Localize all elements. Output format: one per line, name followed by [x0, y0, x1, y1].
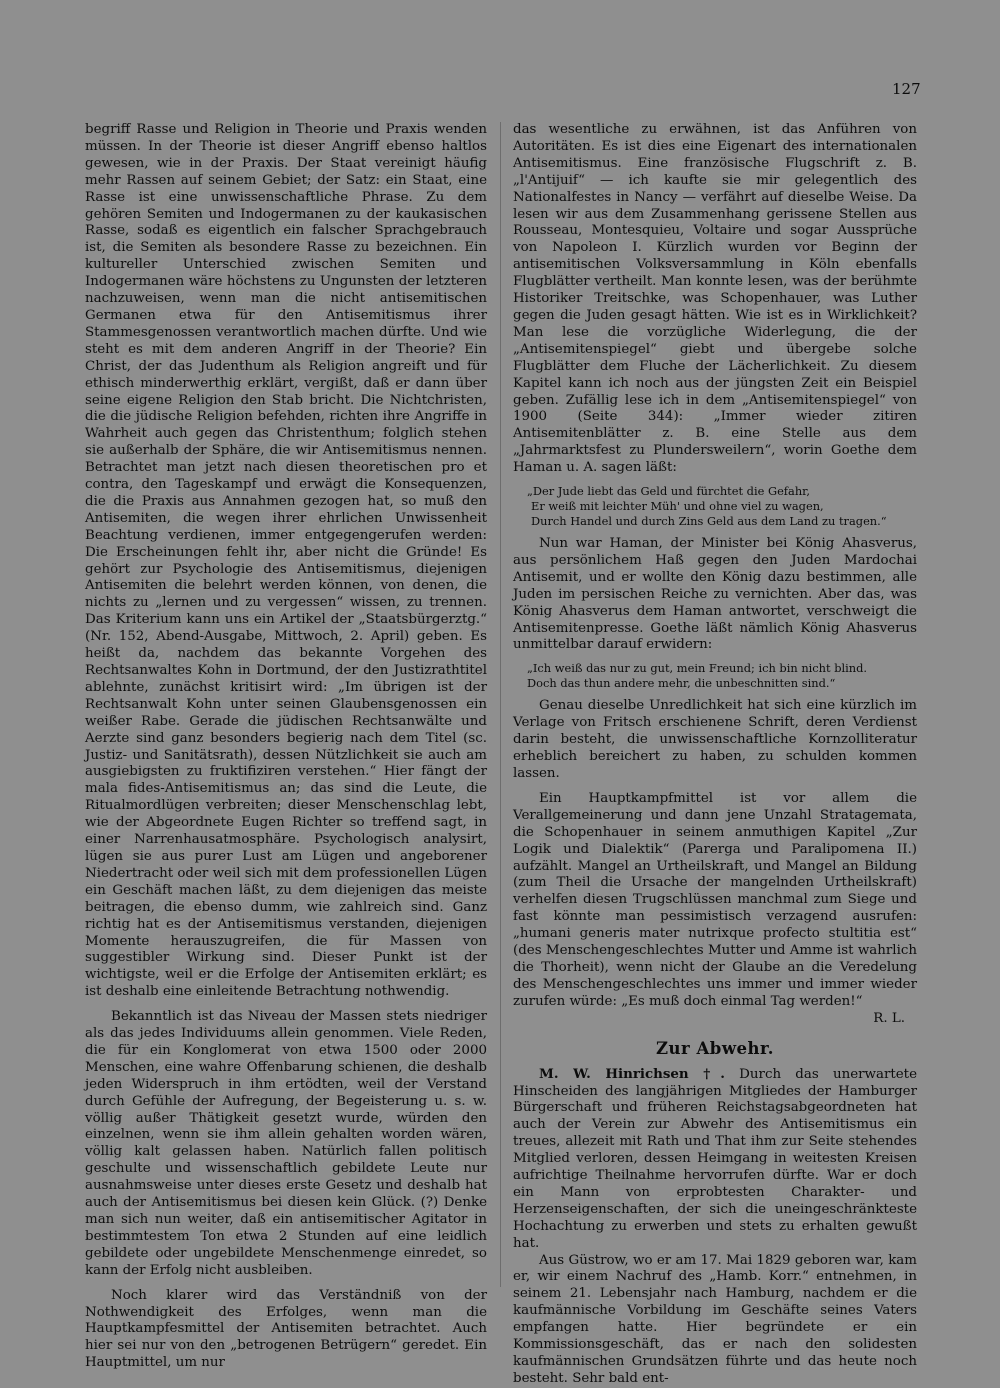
right-paragraph-4	[513, 790, 917, 1026]
quote-line: Durch Handel und durch Zins Geld aus dem Land zu tragen.“	[531, 514, 887, 529]
obituary-name: M. W. Hinrichsen †.	[539, 1065, 725, 1082]
quote-line: „Der Jude liebt das Geld und fürchtet die Gefahr,	[527, 484, 810, 499]
quote-line: Er weiß mit leichter Müh' und ohne viel zu wagen,	[531, 499, 824, 514]
quote-line: „Ich weiß das nur zu gut, mein Freund; ich bin nicht blind.	[527, 661, 868, 676]
left-paragraph-1: begriff Rasse und Religion in Theorie und Praxis wenden müssen. In der Theorie ist dieser Angriff ebenso haltlos gewesen, wie in der Praxis. Der Staat vereinigt häufig mehr Rassen auf seinem Gebiet; der Satz: ein Staat, eine Rasse ist eine unwissenschaftliche Phrase. Zu dem gehören Semiten und Indogermanen zu der kaukasischen Rasse, sodaß es eigentlich ein falscher Sprachgebrauch ist, die Semiten als besondere Rasse zu bezeichnen. Ein kultureller Unterschied zwischen Semiten und Indogermanen wäre höchstens zu Ungunsten der letzteren nachzuweisen, wenn man die nicht antisemitischen Germanen etwa für den Antisemitismus ihrer Stammesgenossen verantwortlich machen dürfte. Und wie steht es mit dem anderen Angriff in der Theorie? Ein Christ, der das Judenthum als Religion angreift und für ethisch minderwerthig erklärt, vergißt, daß er dann über seine eigene Religion den Stab bricht. Die Nichtchristen, die die jüdische Religion befehden, richten ihre Angriffe in Wahrheit auch gegen das Christenthum; folglich stehen sie außerhalb der Sphäre, die wir Antisemitismus nennen. Betrachtet man jetzt nach diesen theoretischen pro et contra, den Tageskampf und erwägt die Konsequenzen, die die Praxis aus Annahmen gezogen hat, so muß den Antisemiten, die wegen ihrer ehrlichen Unwissenheit Beachtung verdienen, immer entgegengerufen werden: Die Erscheinungen fehlt ihr, aber nicht die Gründe! Es gehört zur Psychologie des Antisemitismus, diejenigen Antisemiten die belehrt werden können, von denen, die nichts zu „lernen und zu vergessen“ wissen, zu trennen. Das Kriterium kann uns ein Artikel der „Staatsbürgerztg.“ (Nr. 152, Abend-Ausgabe, Mittwoch, 2. April) geben. Es heißt da, nachdem das bekannte Vorgehen des Rechtsanwaltes Kohn in Dortmund, der den Justizrathtitel ablehnte, zunächst kritisirt wird: „Im übrigen ist der Rechtsanwalt Kohn unter seinen Glaubensgenossen ein weißer Rabe. Gerade die jüdischen Rechtsanwälte und Aerzte sind ganz besonders begierig nach dem Titel (sc. Justiz- und Sanitätsrath), dessen Nützlichkeit sie auch am ausgiebigsten zu fruktifiziren verstehen.“ Hier fängt der mala fides-Antisemitismus an; das sind die Leute, die Ritualmordlügen verbreiten; dieser Menschenschlag lebt, wie der Abgeordnete Eugen Richter so treffend sagt, in einer Narrenhausatmosphäre. Psychologisch analysirt, lügen sie aus purer Lust am Lügen und angeborener Niedertracht oder weil sich mit dem professionellen Lügen ein Geschäft machen läßt, zu dem diejenigen das meiste beitragen, die ebenso dumm, wie zahlreich sind. Ganz richtig hat es der Antisemitismus verstanden, diejenigen Momente herauszugreifen, die für Massen von suggestibler Wirkung sind. Dieser Punkt ist der wichtigste, weil er die Erfolge der Antisemiten erklärt; es ist deshalb eine einleitende Betrachtung nothwendig.	[85, 122, 487, 1000]
obituary-text: Durch das unerwartete Hinscheiden des langjährigen Mitgliedes der Hamburger Bürgerschaft und früheren Reichstagsabgeordneten hat auch der Verein zur Abwehr des Antisemitismus ein treues, allezeit mit Rath und That ihm zur Seite stehendes Mitglied verloren, dessen Heimgang in weitesten Kreisen aufrichtige Theilnahme hervorrufen dürfte. War er doch ein Mann von erprobtesten Charakter- und Herzenseigenschaften, der sich die uneingeschränkteste Hochachtung zu erwerben und stets zu erhalten gewußt hat.	[513, 1066, 917, 1251]
left-paragraph-3: Noch klarer wird das Verständniß von der Nothwendigkeit des Erfolges, wenn man die Hauptkampfesmittel der Antisemiten betrachtet. Auch hier sei nur von den „betrogenen Betrügern“ geredet. Ein Hauptmittel, um nur	[85, 1287, 487, 1371]
right-paragraph-1: das wesentliche zu erwähnen, ist das Anführen von Autoritäten. Es ist dies eine Eigenart des internationalen Antisemitismus. Eine französische Flugschrift z. B. „l'Antijuif“ — ich kaufte sie mir gelegentlich des Nationalfestes in Nancy — verfährt auf dieselbe Weise. Da lesen wir aus dem Zusammenhang gerissene Stellen aus Rousseau, Montesquieu, Voltaire und sogar Aussprüche von Napoleon I. Kürzlich wurden vor Beginn der antisemitischen Volksversammlung in Köln ebenfalls Flugblätter vertheilt. Man konnte lesen, was der berühmte Historiker Treitschke, was Schopenhauer, was Luther gegen die Juden gesagt hätten. Wie ist es in Wirklichkeit? Man lese die vorzügliche Widerlegung, die der „Antisemitenspiegel“ giebt und übergebe solche Flugblätter dem Fluche der Lächerlichkeit. Zu diesem Kapitel kann ich noch aus der jüngsten Zeit ein Beispiel geben. Zufällig lese ich in dem „Antisemitenspiegel“ von 1900 (Seite 344): „Immer wieder zitiren Antisemitenblätter z. B. eine Stelle aus dem „Jahrmarktsfest zu Plundersweilern“, worin Goethe dem Haman u. A. sagen läßt:	[513, 122, 917, 476]
right-column	[513, 122, 917, 1388]
section-heading: Zur Abwehr.	[656, 1038, 774, 1058]
obituary-paragraph-2: Aus Güstrow, wo er am 17. Mai 1829 geboren war, kam er, wir einem Nachruf des „Hamb. Korr.“ entnehmen, in seinem 21. Lebensjahr nach Hamburg, nachdem er die kaufmännische Vorbildung im Geschäfte seines Vaters empfangen hatte. Hier begründete er ein Kommissionsgeschäft, das er nach den solidesten kaufmännischen Grundsätzen führte und das heute noch besteht. Sehr bald ent-	[513, 1252, 917, 1386]
article-signature: R. L.	[873, 1010, 905, 1026]
right-paragraph-2: Nun war Haman, der Minister bei König Ahasverus, aus persönlichem Haß gegen den Juden Mardochai Antisemit, und er wollte den König dazu bestimmen, alle Juden im persischen Reiche zu vernichten. Aber das, was König Ahasverus dem Haman antwortet, verschweigt die Antisemitenpresse. Goethe läßt nämlich König Ahasverus unmittelbar darauf erwidern:	[513, 536, 917, 653]
column-divider	[500, 122, 501, 1287]
left-column	[85, 122, 487, 1372]
quote-line: Doch das thun andere mehr, die unbeschnitten sind.“	[527, 676, 836, 691]
obituary-paragraph-1	[513, 1066, 917, 1253]
goethe-quote-2	[527, 661, 917, 691]
goethe-quote-1	[527, 484, 917, 529]
right-paragraph-3: Genau dieselbe Unredlichkeit hat sich eine kürzlich im Verlage von Fritsch erschienene Schrift, deren Verdienst darin besteht, die unwissenschaftliche Kornzolliteratur erheblich bereichert zu haben, zu schulden kommen lassen.	[513, 698, 917, 781]
left-paragraph-2: Bekanntlich ist das Niveau der Massen stets niedriger als das jedes Individuums allein genommen. Viele Reden, die für ein Konglomerat von etwa 1500 oder 2000 Menschen, eine wahre Offenbarung schienen, die deshalb jeden Widerspruch in ihm ertödten, weil der Verstand durch Gefühle der Aufregung, der Begeisterung u. s. w. völlig außer Thätigkeit gesetzt wurde, würden den einzelnen, wenn sie ihm allein gehalten worden wären, völlig kalt gelassen haben. Natürlich fallen politisch geschulte und wissenschaftlich gebildete Leute nur ausnahmsweise unter dieses erste Gesetz und deshalb hat auch der Antisemitismus bei diesen kein Glück. (?) Denke man sich nun weiter, daß ein antisemitischer Agitator in bestimmtestem Ton etwa 2 Stunden auf eine leidlich gebildete oder ungebildete Menschenmenge einredet, so kann der Erfolg nicht ausbleiben.	[85, 1009, 487, 1278]
right-paragraph-4-text: Ein Hauptkampfmittel ist vor allem die Verallgemeinerung und dann jene Unzahl Stratagemata, die Schopenhauer in seinem anmuthigen Kapitel „Zur Logik und Dialektik“ (Parerga und Paralipomena II.) aufzählt. Mangel an Urtheilskraft, und Mangel an Bildung (zum Theil die Ursache der mangelnden Urtheilskraft) verhelfen diesen Trugschlüssen manchmal zum Siege und fast könnte man pessimistisch verzagend ausrufen: „humani generis mater nutrixque profecto stultitia est“ (des Menschengeschlechtes Mutter und Amme ist wahrlich die Thorheit), wenn nicht der Glaube an die Veredelung des Menschengeschlechtes uns immer und immer wieder zurufen würde: „Es muß doch einmal Tag werden!“	[513, 790, 917, 1009]
page-number: 127	[892, 80, 921, 98]
